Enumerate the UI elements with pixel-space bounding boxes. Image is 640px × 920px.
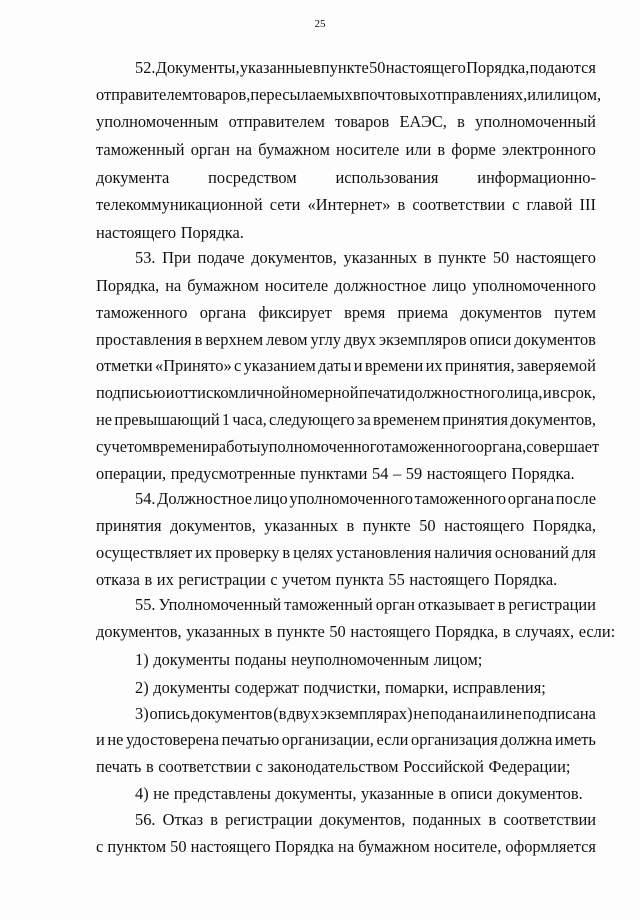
text-line: 4) не представлены документы, указанные в описи документов. [135,784,583,803]
text-line: Порядка, на бумажном носителе должностное лицо уполномоченного [96,276,596,295]
text-line: операции, предусмотренные пунктами 54 – 59 настоящего Порядка. [96,464,575,483]
text-line: отметки «Принято» с указанием даты и времени их принятия, заверяемой [96,356,596,375]
text-line: 1) документы поданы неуполномоченным лицом; [135,650,483,669]
text-line: 53. При подаче документов, указанных в пункте 50 настоящего [135,248,596,267]
text-line: не превышающий 1 часа, следующего за временем принятия документов, [96,410,596,429]
text-line: принятия документов, указанных в пункте 50 настоящего Порядка, [96,516,596,535]
text-line: документа посредством использования информационно- [96,168,596,187]
text-line: 56. Отказ в регистрации документов, поданных в соответствии [135,810,596,829]
text-line: документов, указанных в пункте 50 настоящего Порядка, в случаях, если: [96,622,616,641]
text-line: 52. Документы, указанные в пункте 50 настоящего Порядка, подаются [135,58,596,77]
text-line: уполномоченным отправителем товаров ЕАЭС, в уполномоченный [96,112,596,131]
text-line: печать в соответствии с законодательством Российской Федерации; [96,757,571,776]
text-line: подписью и оттиском личной номерной печати должностного лица, и в срок, [96,383,596,402]
text-line: и не удостоверена печатью организации, если организация должна иметь [96,730,596,749]
text-line: настоящего Порядка. [96,223,244,242]
text-line: с учетом времени работы уполномоченного таможенного органа, совершает [96,437,600,456]
text-line: проставления в верхнем левом углу двух экземпляров описи документов [96,330,596,349]
text-line: 2) документы содержат подчистки, помарки, исправления; [135,678,546,697]
text-line: отправителем товаров, пересылаемых в почтовых отправлениях, или лицом, [96,85,602,104]
text-line: телекоммуникационной сети «Интернет» в соответствии с главой III [96,195,596,214]
page-number: 25 [314,18,326,30]
text-line: 55. Уполномоченный таможенный орган отказывает в регистрации [135,595,596,614]
text-line: таможенного органа фиксирует время приема документов путем [96,303,596,322]
text-line: 3) опись документов (в двух экземплярах) не подана или не подписана [135,704,596,723]
text-line: с пунктом 50 настоящего Порядка на бумажном носителе, оформляется [96,837,596,856]
text-line: таможенный орган на бумажном носителе или в форме электронного [96,140,596,159]
text-line: отказа в их регистрации с учетом пункта 55 настоящего Порядка. [96,570,558,589]
text-line: осуществляет их проверку в целях установления наличия оснований для [96,543,596,562]
text-line: 54. Должностное лицо уполномоченного таможенного органа после [135,489,596,508]
